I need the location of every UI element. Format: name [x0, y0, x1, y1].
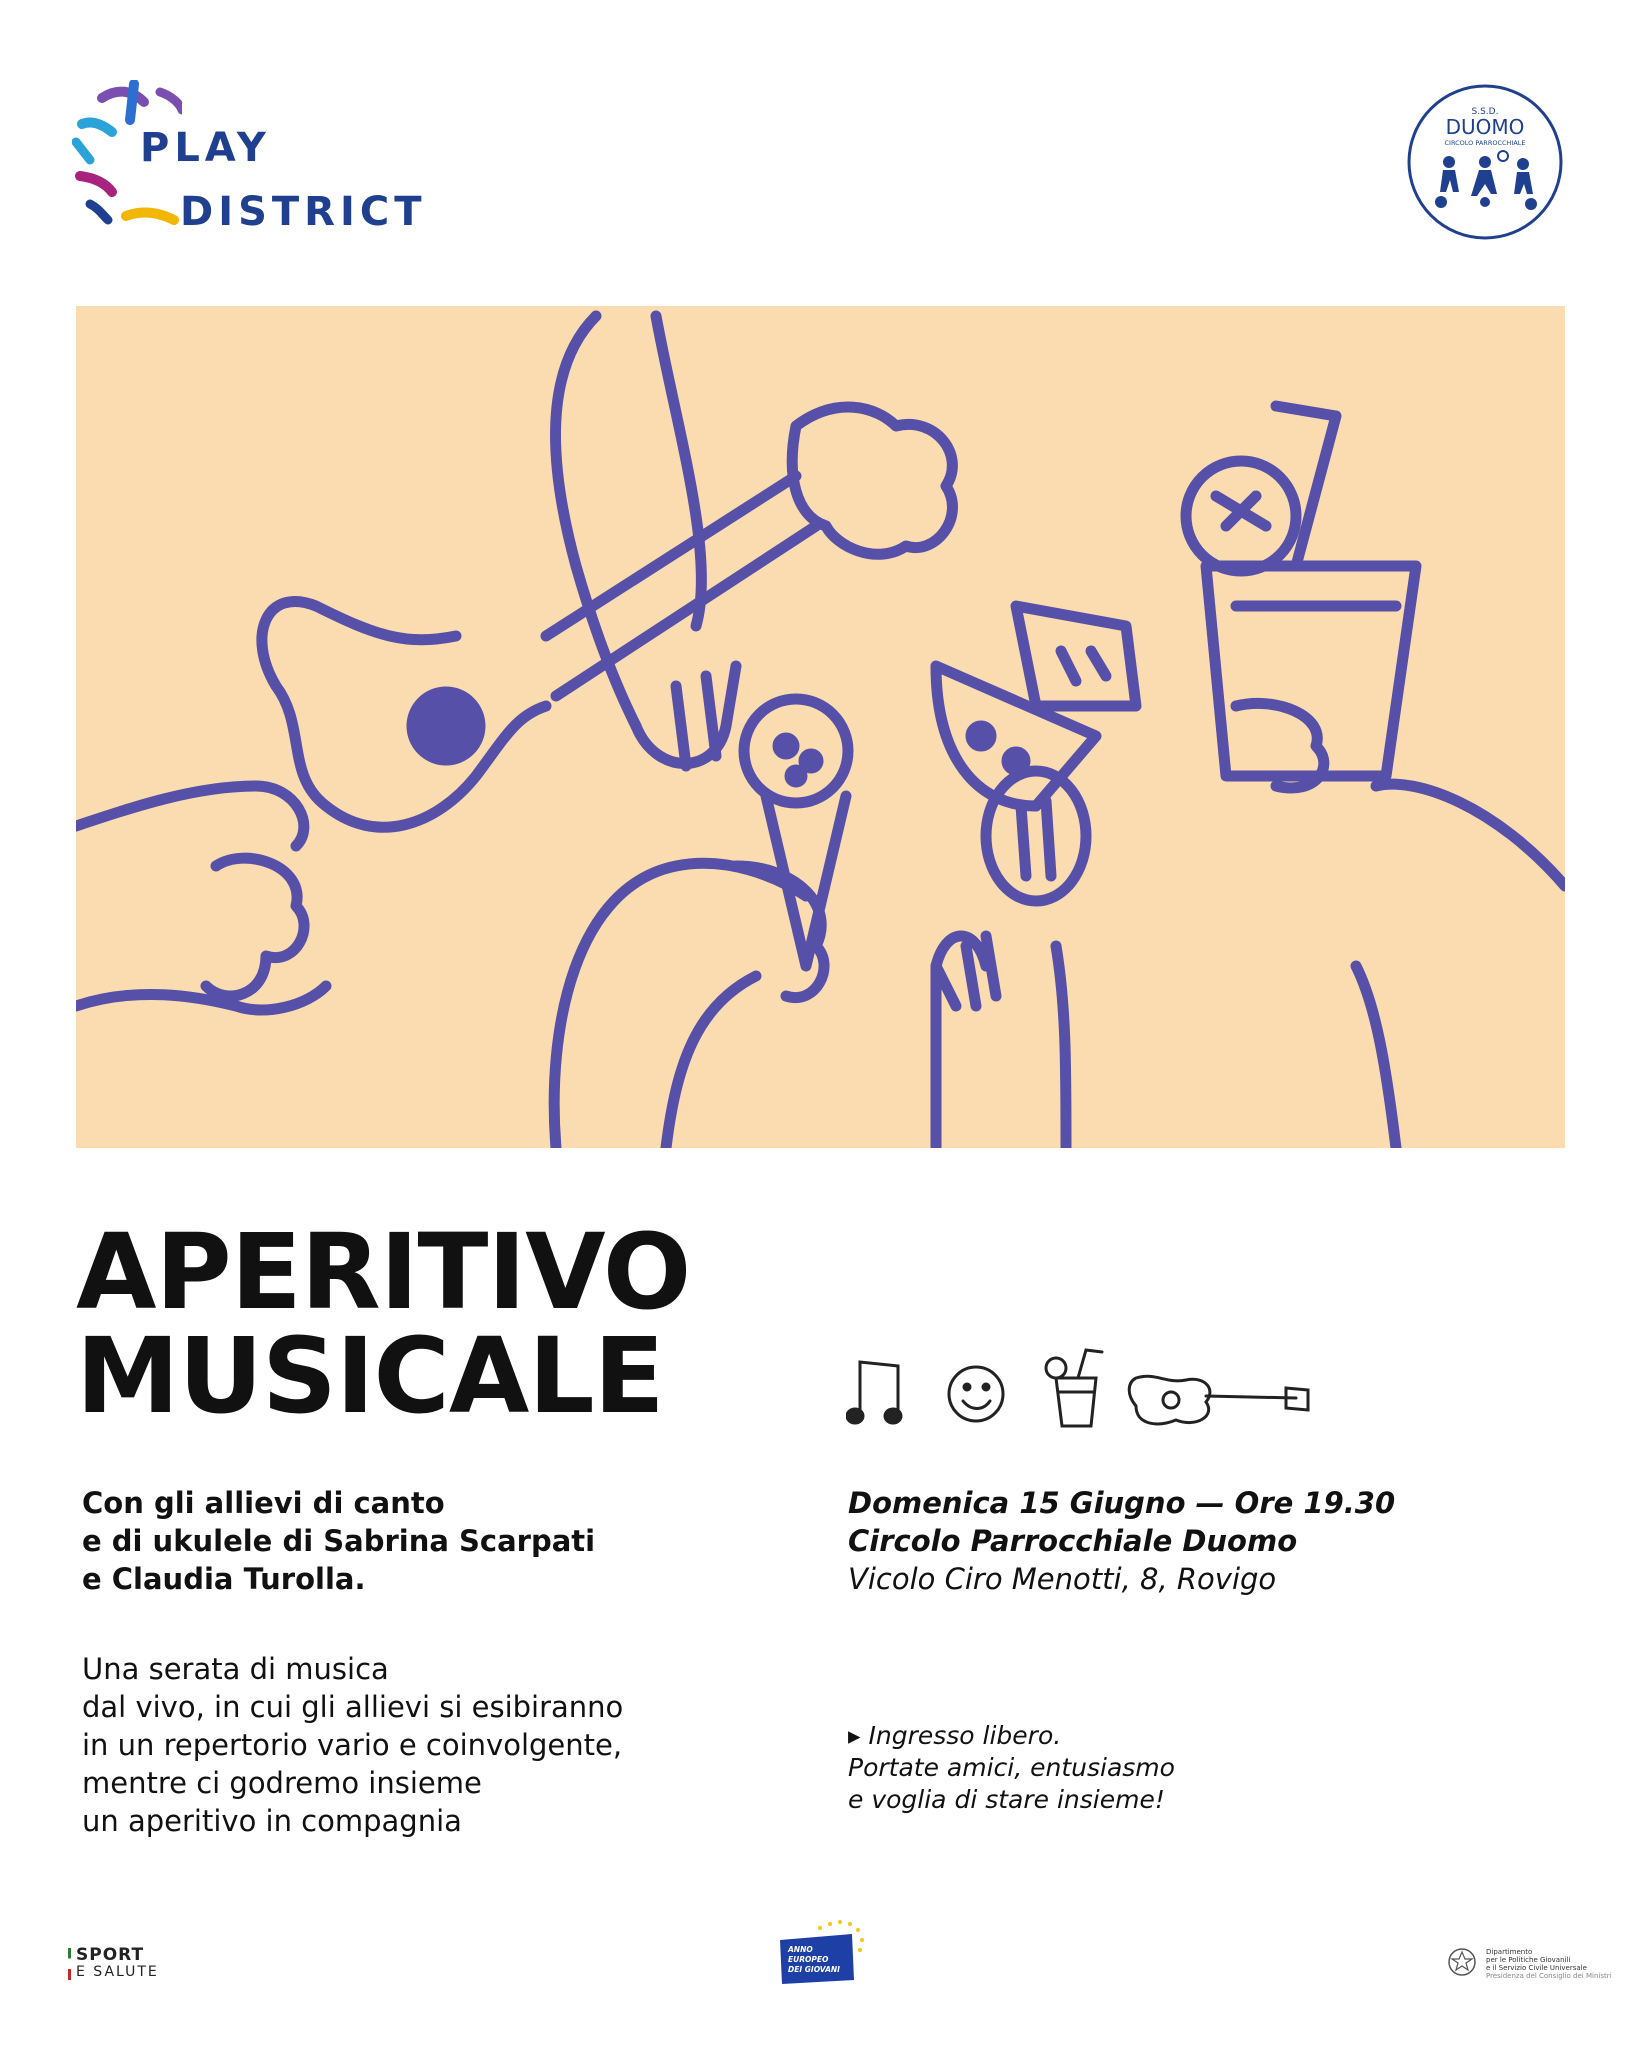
- description-text: [82, 1650, 802, 1840]
- duomo-logo: [1405, 82, 1565, 242]
- hands-toast-illustration: [76, 306, 1565, 1148]
- drink-glass-icon: [1046, 1350, 1102, 1426]
- anno-line3: DEI GIOVANI: [788, 1965, 840, 1974]
- sport-label: SPORT: [76, 1945, 145, 1965]
- dipartimento-text: [1486, 1948, 1612, 1980]
- hero-illustration: [76, 306, 1565, 1148]
- svg-text:DUOMO: DUOMO: [1445, 115, 1525, 139]
- italian-emblem-icon: [1446, 1946, 1478, 1978]
- italian-flag-bar: [68, 1948, 71, 1980]
- sport-e-salute-logo: [76, 1946, 159, 1980]
- title-line1: APERITIVO: [76, 1211, 691, 1333]
- music-note-icon: [847, 1362, 901, 1423]
- description-line: un aperitivo in compagnia: [82, 1804, 462, 1838]
- eu-youth-year-icon: [774, 1916, 874, 1986]
- intro-text: [82, 1484, 802, 1598]
- description-line: dal vivo, in cui gli allievi si esibiranno: [82, 1690, 624, 1724]
- duomo-seal-icon: [1405, 82, 1565, 242]
- description-line: in un repertorio vario e coinvolgente,: [82, 1728, 623, 1762]
- description-column: [82, 1484, 802, 1840]
- anno-line2: EUROPEO: [788, 1955, 829, 1964]
- entry-line: e voglia di stare insieme!: [848, 1785, 1165, 1814]
- doodle-icons: [846, 1344, 1326, 1434]
- dept-line: Dipartimento: [1486, 1948, 1533, 1956]
- event-details: [848, 1484, 1568, 1598]
- intro-line: Con gli allievi di canto: [82, 1486, 445, 1520]
- salute-label: E SALUTE: [76, 1964, 159, 1980]
- dipartimento-logo: [1446, 1944, 1612, 1984]
- intro-line: e Claudia Turolla.: [82, 1562, 366, 1596]
- dept-line: per le Politiche Giovanili: [1486, 1956, 1571, 1964]
- event-address: Vicolo Ciro Menotti, 8, Rovigo: [848, 1562, 1277, 1596]
- title-line2: MUSICALE: [76, 1315, 664, 1437]
- anno-line1: ANNO: [788, 1945, 813, 1954]
- smiley-face-icon: [949, 1367, 1003, 1421]
- svg-text:S.S.D.: S.S.D.: [1471, 107, 1499, 117]
- event-date-time: Domenica 15 Giugno — Ore 19.30: [848, 1486, 1396, 1520]
- play-district-logo: [72, 80, 432, 240]
- entry-note: [848, 1720, 1175, 1816]
- dept-line: e il Servizio Civile Universale: [1486, 1964, 1587, 1972]
- play-district-line1: PLAY: [140, 125, 271, 171]
- guitar-icon: [1129, 1376, 1308, 1424]
- description-line: mentre ci godremo insieme: [82, 1766, 482, 1800]
- anno-europeo-giovani-logo: [774, 1916, 874, 1986]
- description-line: Una serata di musica: [82, 1652, 389, 1686]
- event-title: [76, 1211, 691, 1437]
- entry-line: Portate amici, entusiasmo: [848, 1753, 1175, 1782]
- svg-text:CIRCOLO PARROCCHIALE: CIRCOLO PARROCCHIALE: [1444, 139, 1526, 147]
- play-district-line2: DISTRICT: [180, 189, 427, 235]
- intro-line: e di ukulele di Sabrina Scarpati: [82, 1524, 596, 1558]
- dept-line: Presidenza del Consiglio dei Ministri: [1486, 1972, 1612, 1980]
- event-venue: Circolo Parrocchiale Duomo: [848, 1524, 1298, 1558]
- entry-line: ▸ Ingresso libero.: [848, 1721, 1062, 1750]
